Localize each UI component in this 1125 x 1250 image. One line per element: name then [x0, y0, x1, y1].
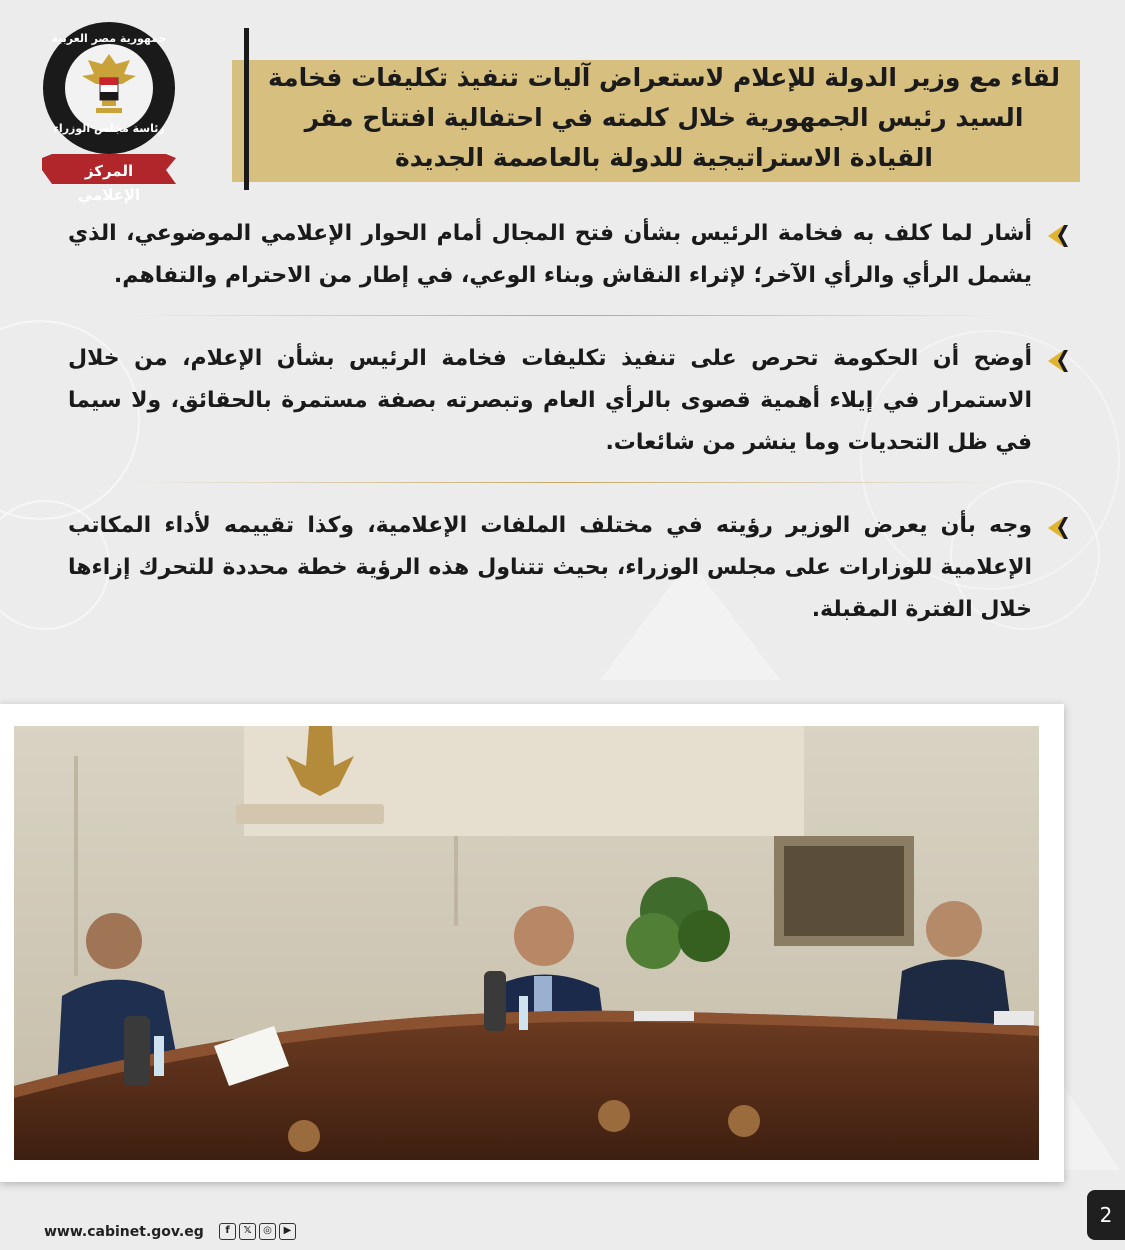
divider — [128, 482, 1008, 483]
x-icon[interactable]: 𝕏 — [239, 1223, 256, 1240]
logo-ring-top-text: جمهورية مصر العربية — [51, 32, 167, 45]
chevron-left-icon — [1042, 223, 1068, 249]
page-number: 2 — [1087, 1190, 1125, 1240]
youtube-icon[interactable]: ▶ — [279, 1223, 296, 1240]
page-title: لقاء مع وزير الدولة للإعلام لاستعراض آليات تنفيذ تكليفات فخامة السيد رئيس الجمهورية خلال كلمته في احتفالية افتتاح مقر القيادة الاستراتيجية للدولة بالعاصمة الجديدة — [268, 63, 1060, 172]
divider — [128, 315, 1008, 316]
points-list — [68, 213, 1068, 631]
media-center-logo — [38, 18, 180, 204]
point-text: أوضح أن الحكومة تحرص على تنفيذ تكليفات فخامة الرئيس بشأن الإعلام، من خلال الاستمرار في إيلاء أهمية قصوى بالرأي العام وتبصرته بصفة مستمرة بالحقائق، ولا سيما في ظل التحديات وما ينشر من شائعات. — [68, 346, 1032, 455]
point-text: أشار لما كلف به فخامة الرئيس بشأن فتح المجال أمام الحوار الإعلامي الموضوعي، الذي يشمل الرأي والرأي الآخر؛ لإثراء النقاش وبناء الوعي، في إطار من الاحترام والتفاهم. — [68, 221, 1032, 288]
logo-ring-bottom-text: رئاسة مجلس الوزراء — [53, 122, 165, 135]
list-item — [68, 213, 1068, 297]
list-item — [68, 505, 1068, 631]
meeting-photo — [14, 726, 1039, 1160]
chevron-left-icon — [1042, 348, 1068, 374]
social-links — [219, 1223, 296, 1240]
point-text: وجه بأن يعرض الوزير رؤيته في مختلف الملفات الإعلامية، وكذا تقييمه لأداء المكاتب الإعلامية للوزارات على مجلس الوزراء، بحيث تتناول هذه الرؤية خطة محددة للتحرك إزاءها خلال الفترة المقبلة. — [68, 513, 1032, 622]
logo-ribbon-text: المركز الإعلامي — [77, 162, 141, 204]
title-accent-bar — [244, 28, 249, 190]
facebook-icon[interactable]: f — [219, 1223, 236, 1240]
website-url[interactable]: www.cabinet.gov.eg — [44, 1224, 204, 1240]
instagram-icon[interactable]: ◎ — [259, 1223, 276, 1240]
chevron-left-icon — [1042, 515, 1068, 541]
list-item — [68, 338, 1068, 464]
